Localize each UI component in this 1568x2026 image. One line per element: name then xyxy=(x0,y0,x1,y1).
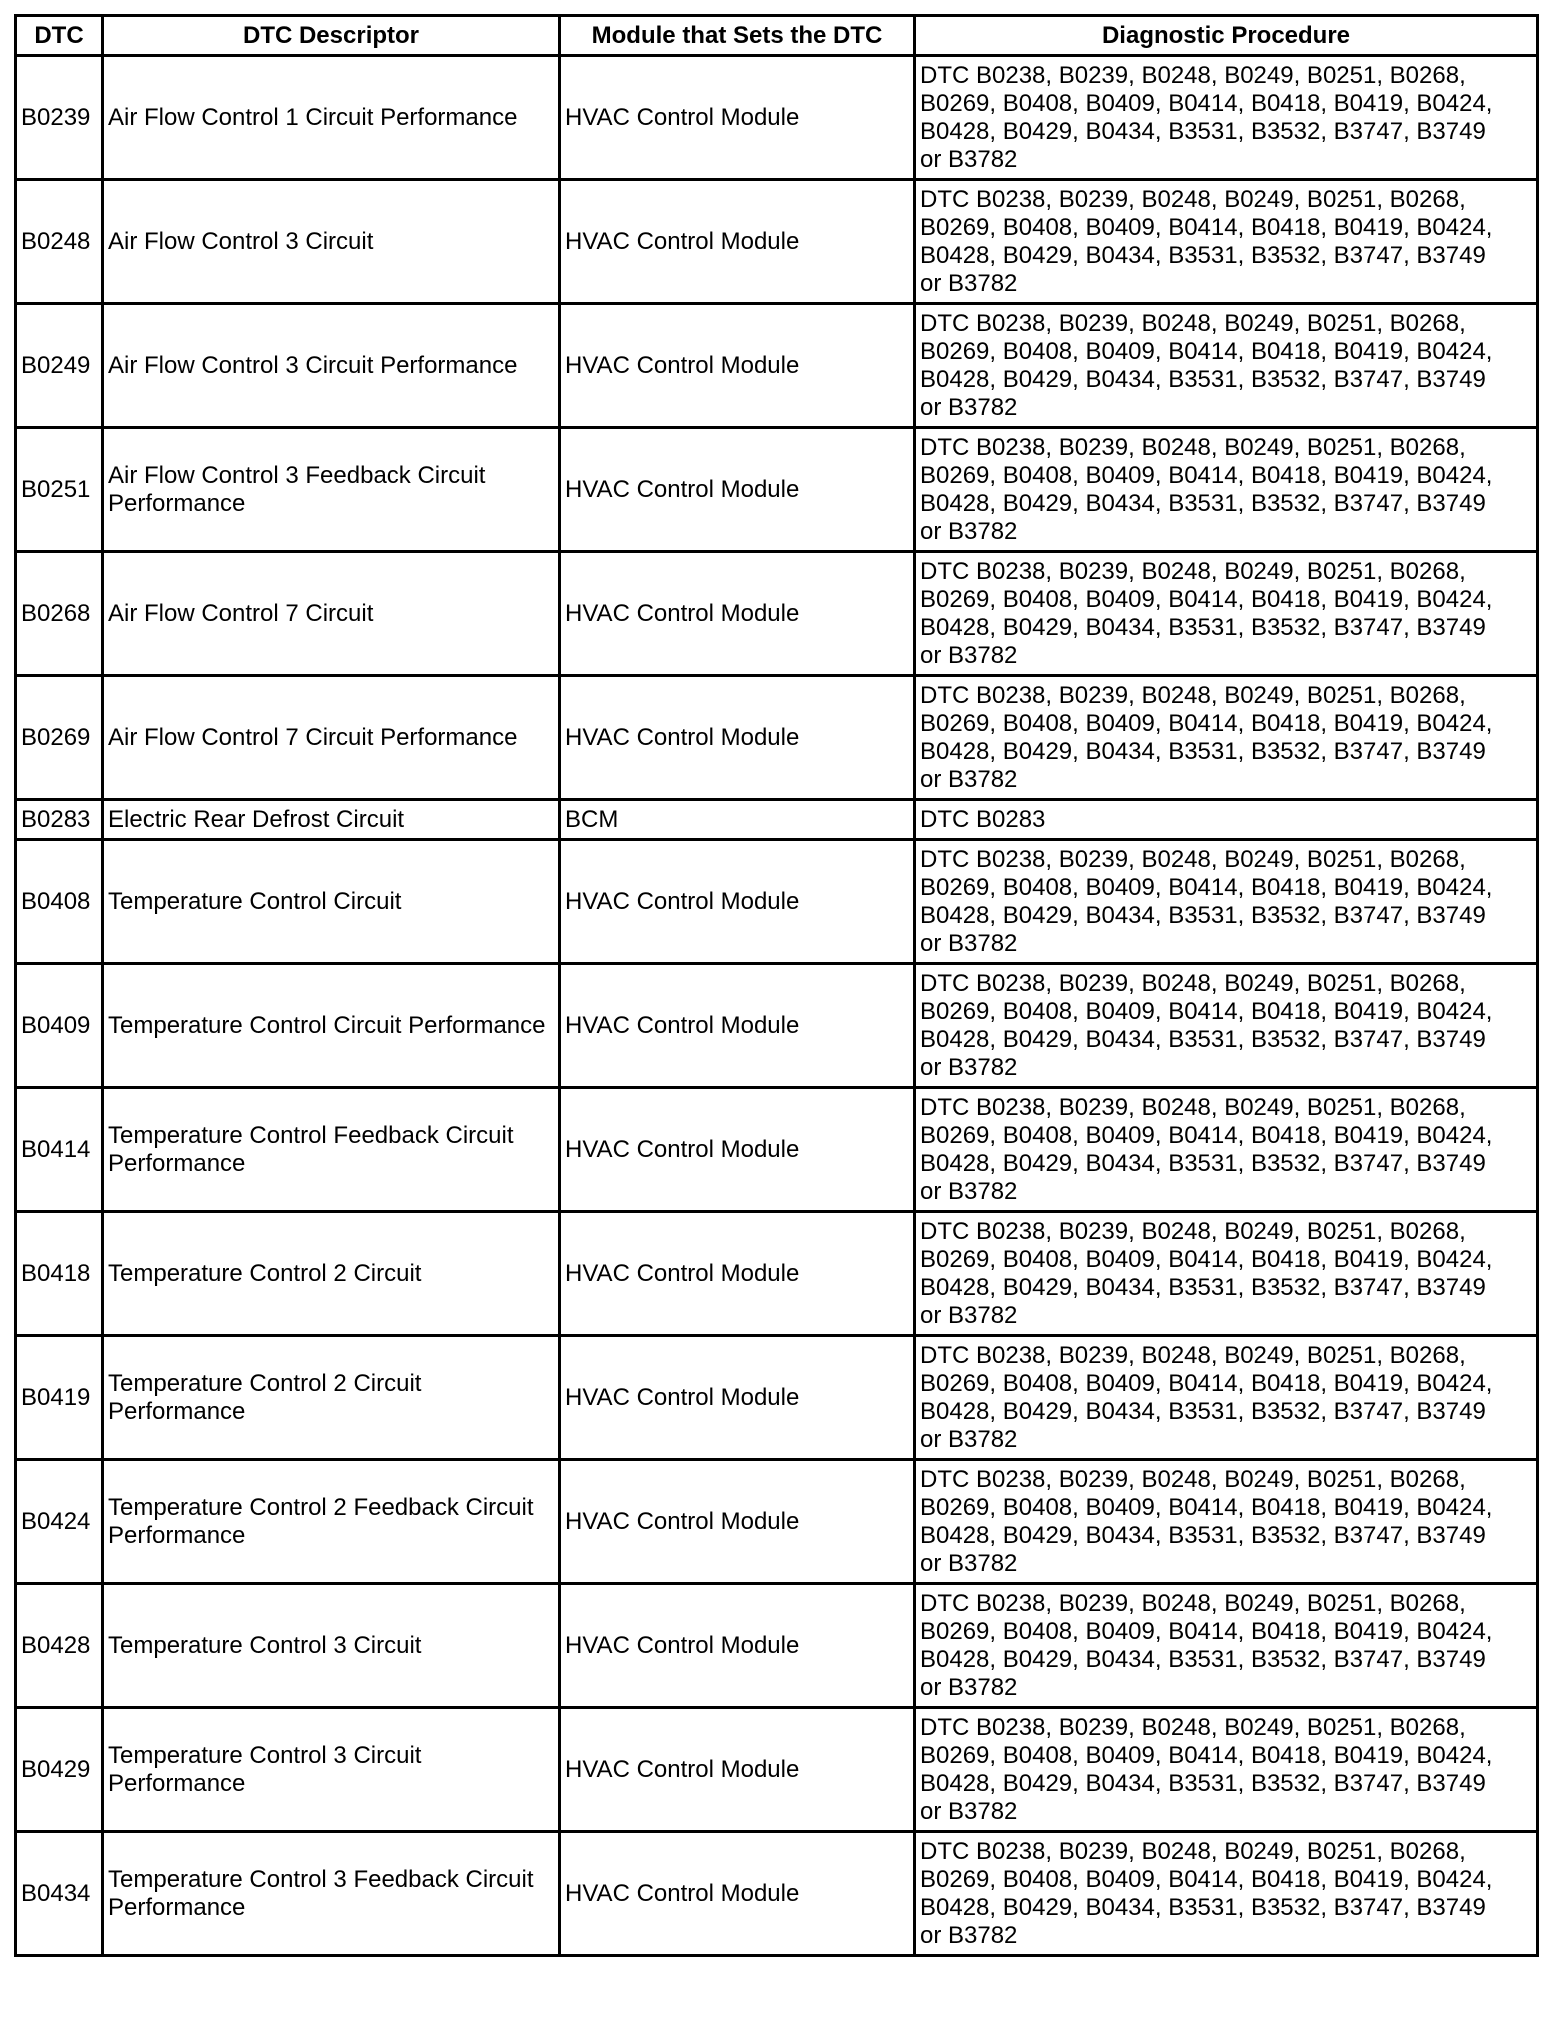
table-row xyxy=(16,840,1538,964)
dtc-descriptor-cell: Temperature Control 2 Feedback Circuit Performance xyxy=(103,1460,560,1584)
header-descriptor: DTC Descriptor xyxy=(103,16,560,56)
diagnostic-procedure-cell: DTC B0238, B0239, B0248, B0249, B0251, B0268, B0269, B0408, B0409, B0414, B0418, B0419, B0424, B0428, B0429, B0434, B3531, B3532, B3747, B3749 or B3782 xyxy=(915,428,1538,552)
module-cell: HVAC Control Module xyxy=(560,964,915,1088)
diagnostic-procedure-cell: DTC B0238, B0239, B0248, B0249, B0251, B0268, B0269, B0408, B0409, B0414, B0418, B0419, B0424, B0428, B0429, B0434, B3531, B3532, B3747, B3749 or B3782 xyxy=(915,1336,1538,1460)
table-row xyxy=(16,964,1538,1088)
dtc-code-cell: B0248 xyxy=(16,180,103,304)
module-cell: HVAC Control Module xyxy=(560,552,915,676)
module-cell: HVAC Control Module xyxy=(560,56,915,180)
dtc-code-cell: B0429 xyxy=(16,1708,103,1832)
dtc-code-cell: B0419 xyxy=(16,1336,103,1460)
module-cell: HVAC Control Module xyxy=(560,1212,915,1336)
diagnostic-procedure-cell: DTC B0238, B0239, B0248, B0249, B0251, B0268, B0269, B0408, B0409, B0414, B0418, B0419, B0424, B0428, B0429, B0434, B3531, B3532, B3747, B3749 or B3782 xyxy=(915,552,1538,676)
table-row xyxy=(16,428,1538,552)
header-module: Module that Sets the DTC xyxy=(560,16,915,56)
dtc-descriptor-cell: Temperature Control Circuit Performance xyxy=(103,964,560,1088)
table-row xyxy=(16,1212,1538,1336)
header-procedure: Diagnostic Procedure xyxy=(915,16,1538,56)
table-row xyxy=(16,304,1538,428)
module-cell: HVAC Control Module xyxy=(560,1088,915,1212)
dtc-descriptor-cell: Temperature Control Feedback Circuit Performance xyxy=(103,1088,560,1212)
dtc-code-cell: B0424 xyxy=(16,1460,103,1584)
diagnostic-procedure-cell: DTC B0238, B0239, B0248, B0249, B0251, B0268, B0269, B0408, B0409, B0414, B0418, B0419, B0424, B0428, B0429, B0434, B3531, B3532, B3747, B3749 or B3782 xyxy=(915,180,1538,304)
diagnostic-procedure-cell: DTC B0238, B0239, B0248, B0249, B0251, B0268, B0269, B0408, B0409, B0414, B0418, B0419, B0424, B0428, B0429, B0434, B3531, B3532, B3747, B3749 or B3782 xyxy=(915,676,1538,800)
dtc-code-cell: B0268 xyxy=(16,552,103,676)
module-cell: HVAC Control Module xyxy=(560,840,915,964)
diagnostic-procedure-cell: DTC B0238, B0239, B0248, B0249, B0251, B0268, B0269, B0408, B0409, B0414, B0418, B0419, B0424, B0428, B0429, B0434, B3531, B3532, B3747, B3749 or B3782 xyxy=(915,840,1538,964)
dtc-descriptor-cell: Air Flow Control 3 Feedback Circuit Performance xyxy=(103,428,560,552)
dtc-descriptor-cell: Temperature Control 2 Circuit xyxy=(103,1212,560,1336)
table-row xyxy=(16,552,1538,676)
module-cell: HVAC Control Module xyxy=(560,428,915,552)
table-row xyxy=(16,1336,1538,1460)
dtc-document xyxy=(14,14,1536,1957)
table-row xyxy=(16,800,1538,840)
module-cell: HVAC Control Module xyxy=(560,1336,915,1460)
header-dtc: DTC xyxy=(16,16,103,56)
module-cell: HVAC Control Module xyxy=(560,1708,915,1832)
diagnostic-procedure-cell: DTC B0238, B0239, B0248, B0249, B0251, B0268, B0269, B0408, B0409, B0414, B0418, B0419, B0424, B0428, B0429, B0434, B3531, B3532, B3747, B3749 or B3782 xyxy=(915,964,1538,1088)
dtc-descriptor-cell: Temperature Control 2 Circuit Performance xyxy=(103,1336,560,1460)
dtc-descriptor-cell: Temperature Control 3 Feedback Circuit Performance xyxy=(103,1832,560,1956)
diagnostic-procedure-cell: DTC B0283 xyxy=(915,800,1538,840)
diagnostic-procedure-cell: DTC B0238, B0239, B0248, B0249, B0251, B0268, B0269, B0408, B0409, B0414, B0418, B0419, B0424, B0428, B0429, B0434, B3531, B3532, B3747, B3749 or B3782 xyxy=(915,1460,1538,1584)
dtc-table xyxy=(14,14,1539,1957)
dtc-code-cell: B0434 xyxy=(16,1832,103,1956)
diagnostic-procedure-cell: DTC B0238, B0239, B0248, B0249, B0251, B0268, B0269, B0408, B0409, B0414, B0418, B0419, B0424, B0428, B0429, B0434, B3531, B3532, B3747, B3749 or B3782 xyxy=(915,1708,1538,1832)
module-cell: HVAC Control Module xyxy=(560,1460,915,1584)
dtc-descriptor-cell: Air Flow Control 7 Circuit Performance xyxy=(103,676,560,800)
dtc-descriptor-cell: Electric Rear Defrost Circuit xyxy=(103,800,560,840)
dtc-code-cell: B0409 xyxy=(16,964,103,1088)
table-row xyxy=(16,1460,1538,1584)
table-row xyxy=(16,1708,1538,1832)
module-cell: HVAC Control Module xyxy=(560,676,915,800)
dtc-descriptor-cell: Air Flow Control 3 Circuit Performance xyxy=(103,304,560,428)
diagnostic-procedure-cell: DTC B0238, B0239, B0248, B0249, B0251, B0268, B0269, B0408, B0409, B0414, B0418, B0419, B0424, B0428, B0429, B0434, B3531, B3532, B3747, B3749 or B3782 xyxy=(915,1584,1538,1708)
diagnostic-procedure-cell: DTC B0238, B0239, B0248, B0249, B0251, B0268, B0269, B0408, B0409, B0414, B0418, B0419, B0424, B0428, B0429, B0434, B3531, B3532, B3747, B3749 or B3782 xyxy=(915,1088,1538,1212)
module-cell: HVAC Control Module xyxy=(560,180,915,304)
module-cell: HVAC Control Module xyxy=(560,1832,915,1956)
module-cell: HVAC Control Module xyxy=(560,304,915,428)
dtc-code-cell: B0418 xyxy=(16,1212,103,1336)
dtc-descriptor-cell: Air Flow Control 7 Circuit xyxy=(103,552,560,676)
module-cell: BCM xyxy=(560,800,915,840)
table-row xyxy=(16,56,1538,180)
dtc-descriptor-cell: Air Flow Control 1 Circuit Performance xyxy=(103,56,560,180)
dtc-code-cell: B0414 xyxy=(16,1088,103,1212)
table-row xyxy=(16,1832,1538,1956)
table-body xyxy=(16,56,1538,1956)
dtc-descriptor-cell: Temperature Control 3 Circuit xyxy=(103,1584,560,1708)
dtc-code-cell: B0283 xyxy=(16,800,103,840)
table-header-row xyxy=(16,16,1538,56)
dtc-descriptor-cell: Temperature Control 3 Circuit Performance xyxy=(103,1708,560,1832)
dtc-descriptor-cell: Air Flow Control 3 Circuit xyxy=(103,180,560,304)
table-row xyxy=(16,180,1538,304)
diagnostic-procedure-cell: DTC B0238, B0239, B0248, B0249, B0251, B0268, B0269, B0408, B0409, B0414, B0418, B0419, B0424, B0428, B0429, B0434, B3531, B3532, B3747, B3749 or B3782 xyxy=(915,1212,1538,1336)
dtc-code-cell: B0239 xyxy=(16,56,103,180)
module-cell: HVAC Control Module xyxy=(560,1584,915,1708)
table-row xyxy=(16,676,1538,800)
dtc-code-cell: B0249 xyxy=(16,304,103,428)
dtc-descriptor-cell: Temperature Control Circuit xyxy=(103,840,560,964)
dtc-code-cell: B0251 xyxy=(16,428,103,552)
diagnostic-procedure-cell: DTC B0238, B0239, B0248, B0249, B0251, B0268, B0269, B0408, B0409, B0414, B0418, B0419, B0424, B0428, B0429, B0434, B3531, B3532, B3747, B3749 or B3782 xyxy=(915,56,1538,180)
table-row xyxy=(16,1088,1538,1212)
dtc-code-cell: B0269 xyxy=(16,676,103,800)
dtc-code-cell: B0408 xyxy=(16,840,103,964)
diagnostic-procedure-cell: DTC B0238, B0239, B0248, B0249, B0251, B0268, B0269, B0408, B0409, B0414, B0418, B0419, B0424, B0428, B0429, B0434, B3531, B3532, B3747, B3749 or B3782 xyxy=(915,1832,1538,1956)
dtc-code-cell: B0428 xyxy=(16,1584,103,1708)
table-row xyxy=(16,1584,1538,1708)
diagnostic-procedure-cell: DTC B0238, B0239, B0248, B0249, B0251, B0268, B0269, B0408, B0409, B0414, B0418, B0419, B0424, B0428, B0429, B0434, B3531, B3532, B3747, B3749 or B3782 xyxy=(915,304,1538,428)
